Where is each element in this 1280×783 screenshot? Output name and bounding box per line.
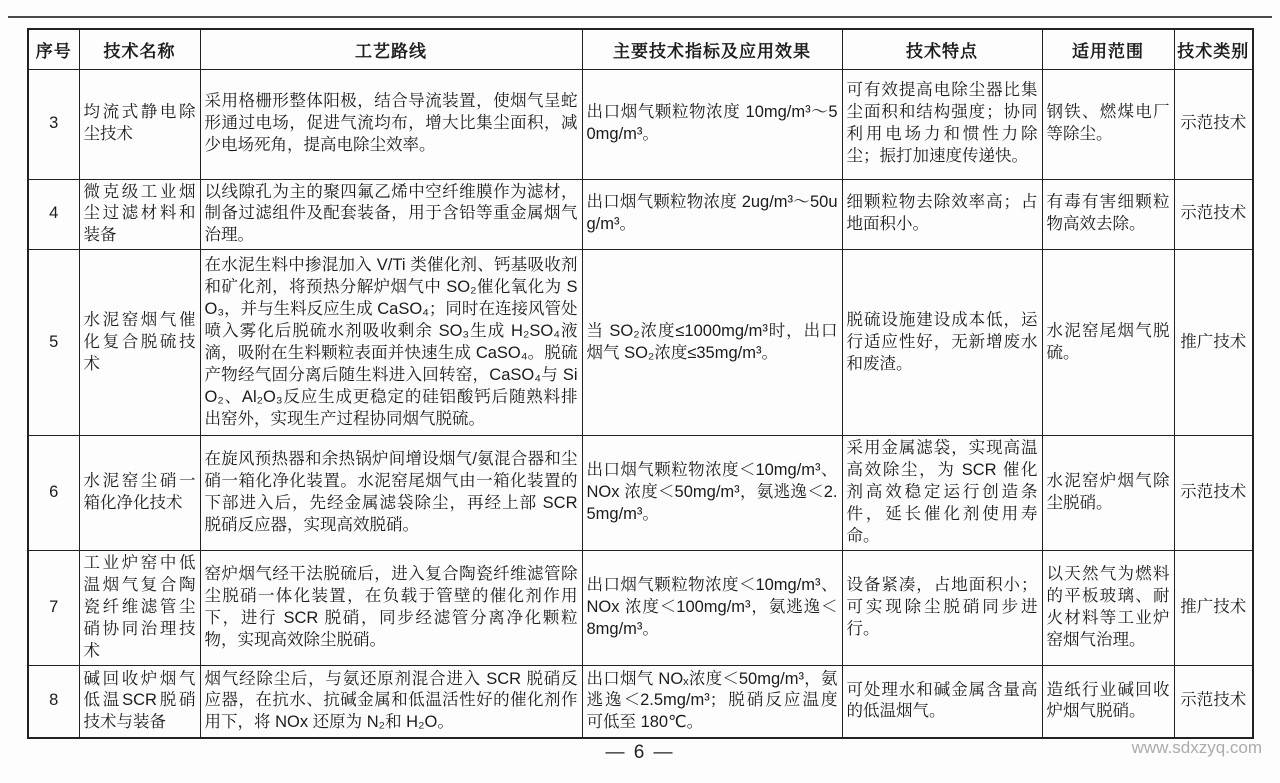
cell-features: 细颗粒物去除效率高；占地面积小。 [842,179,1042,250]
cell-category: 推广技术 [1174,551,1253,666]
cell-technology-name: 工业炉窑中低温烟气复合陶瓷纤维滤管尘硝协同治理技术 [79,551,200,666]
cell-serial-number: 6 [28,436,79,551]
cell-process-route: 烟气经除尘后，与氨还原剂混合进入 SCR 脱硝反应器，在抗水、抗碱金属和低温活性好的催化剂作用下，将 NOx 还原为 N₂和 H₂O。 [200,665,582,738]
cell-scope: 水泥窑尾烟气脱硫。 [1042,250,1174,436]
header-indicators: 主要技术指标及应用效果 [582,29,842,69]
header-scope: 适用范围 [1042,29,1174,69]
table-row [28,250,1253,436]
technology-catalog-table [27,28,1254,739]
cell-serial-number: 4 [28,179,79,250]
table-row [28,551,1253,666]
cell-features: 可处理水和碱金属含量高的低温烟气。 [842,665,1042,738]
cell-scope: 以天然气为燃料的平板玻璃、耐火材料等工业炉窑烟气治理。 [1042,551,1174,666]
table-row [28,436,1253,551]
header-serial-number: 序号 [28,29,79,69]
cell-category: 示范技术 [1174,665,1253,738]
cell-indicators: 出口烟气 NOₓ浓度＜50mg/m³，氨逃逸＜2.5mg/m³；脱硝反应温度可低至 180℃。 [582,665,842,738]
cell-category: 推广技术 [1174,250,1253,436]
header-process-route: 工艺路线 [200,29,582,69]
cell-technology-name: 水泥窑尘硝一箱化净化技术 [79,436,200,551]
cell-technology-name: 碱回收炉烟气低温SCR脱硝技术与装备 [79,665,200,738]
cell-indicators: 出口烟气颗粒物浓度 10mg/m³～50mg/m³。 [582,69,842,179]
table-header-row [28,29,1253,69]
cell-features: 采用金属滤袋，实现高温高效除尘，为 SCR 催化剂高效稳定运行创造条件，延长催化剂使用寿命。 [842,436,1042,551]
cell-features: 可有效提高电除尘器比集尘面积和结构强度；协同利用电场力和惯性力除尘；振打加速度传递快。 [842,69,1042,179]
cell-features: 设备紧凑，占地面积小；可实现除尘脱硝同步进行。 [842,551,1042,666]
cell-technology-name: 微克级工业烟尘过滤材料和装备 [79,179,200,250]
cell-serial-number: 7 [28,551,79,666]
cell-indicators: 当 SO₂浓度≤1000mg/m³时，出口烟气 SO₂浓度≤35mg/m³。 [582,250,842,436]
cell-scope: 水泥窑炉烟气除尘脱硝。 [1042,436,1174,551]
cell-serial-number: 8 [28,665,79,738]
cell-category: 示范技术 [1174,179,1253,250]
watermark-text: www.sdxzyq.com [1131,738,1262,757]
cell-process-route: 在水泥生料中掺混加入 V/Ti 类催化剂、钙基吸收剂和矿化剂，将预热分解炉烟气中 SO₂催化氧化为 SO₃，并与生料反应生成 CaSO₄；同时在连接风管处喷入雾化后脱硫水剂吸收剩余 SO₃生成 H₂SO₄液滴，吸附在生料颗粒表面并快速生成 CaSO₄。脱硫产物经气固分离后随生料进入回转窑，CaSO₄与 SiO₂、Al₂O₃反应生成更稳定的硅铝酸钙后随熟料排出窑外，实现生产过程协同烟气脱硫。 [200,250,582,436]
cell-technology-name: 均流式静电除尘技术 [79,69,200,179]
cell-indicators: 出口烟气颗粒物浓度＜10mg/m³、NOx 浓度＜50mg/m³，氨逃逸＜2.5mg/m³。 [582,436,842,551]
cell-indicators: 出口烟气颗粒物浓度＜10mg/m³、NOx 浓度＜100mg/m³，氨逃逸＜8mg/m³。 [582,551,842,666]
cell-scope: 有毒有害细颗粒物高效去除。 [1042,179,1174,250]
cell-technology-name: 水泥窑烟气催化复合脱硫技术 [79,250,200,436]
cell-features: 脱硫设施建设成本低，运行适应性好，无新增废水和废渣。 [842,250,1042,436]
header-category: 技术类别 [1174,29,1253,69]
cell-scope: 造纸行业碱回收炉烟气脱硝。 [1042,665,1174,738]
top-rule-divider [8,16,1272,18]
cell-scope: 钢铁、燃煤电厂等除尘。 [1042,69,1174,179]
table-row [28,179,1253,250]
cell-process-route: 在旋风预热器和余热锅炉间增设烟气/氨混合器和尘硝一箱化净化装置。水泥窑尾烟气由一箱化装置的下部进入后，先经金属滤袋除尘，再经上部 SCR 脱硝反应器，实现高效脱硝。 [200,436,582,551]
cell-category: 示范技术 [1174,436,1253,551]
cell-indicators: 出口烟气颗粒物浓度 2ug/m³～50ug/m³。 [582,179,842,250]
header-features: 技术特点 [842,29,1042,69]
cell-serial-number: 3 [28,69,79,179]
cell-process-route: 以线隙孔为主的聚四氟乙烯中空纤维膜作为滤材，制备过滤组件及配套装备，用于含铅等重金属烟气治理。 [200,179,582,250]
table-row [28,69,1253,179]
cell-category: 示范技术 [1174,69,1253,179]
page-number: — 6 — [605,742,675,763]
cell-process-route: 采用格栅形整体阳极，结合导流装置，使烟气呈蛇形通过电场，促进气流均布，增大比集尘面积，减少电场死角，提高电除尘效率。 [200,69,582,179]
header-technology-name: 技术名称 [79,29,200,69]
cell-serial-number: 5 [28,250,79,436]
cell-process-route: 窑炉烟气经干法脱硫后，进入复合陶瓷纤维滤管除尘脱硝一体化装置，在负载于管壁的催化剂作用下，进行 SCR 脱硝，同步经滤管分离净化颗粒物，实现高效除尘脱硝。 [200,551,582,666]
table-row [28,665,1253,738]
